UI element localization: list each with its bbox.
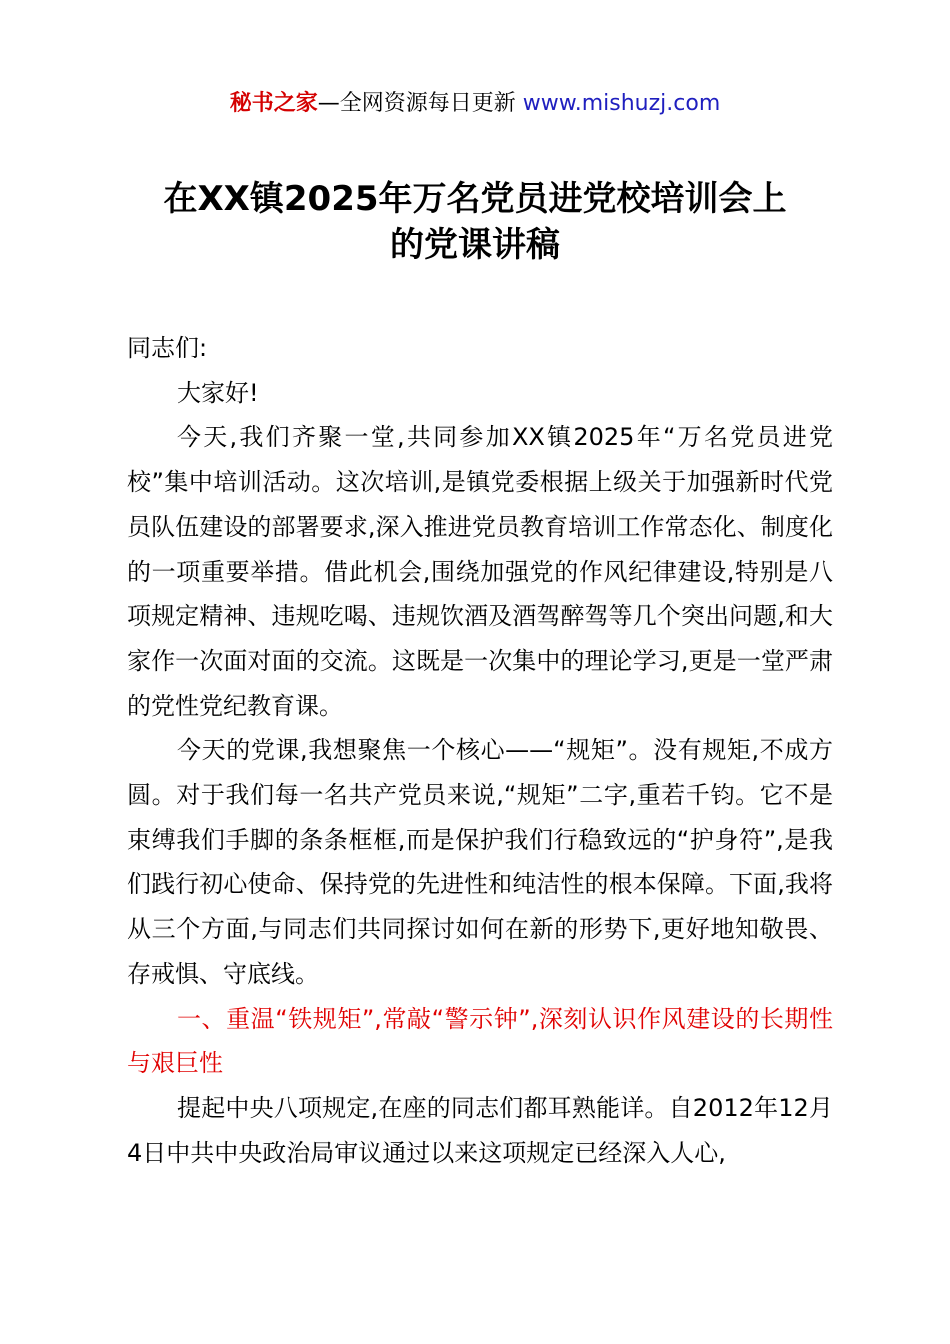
title-line-2: 的党课讲稿 xyxy=(390,225,560,265)
paragraph-intro: 今天,我们齐聚一堂,共同参加XX镇2025年“万名党员进党校”集中培训活动。这次培训,是镇党委根据上级关于加强新时代党员队伍建设的部署要求,深入推进党员教育培训工作常态化、制度化的一项重要举措。借此机会,围绕加强党的作风纪律建设,特别是八项规定精神、违规吃喝、违规饮酒及酒驾醉驾等几个突出问题,和大家作一次面对面的交流。这既是一次集中的理论学习,更是一堂严肃的党性党纪教育课。 xyxy=(127,423,833,720)
paragraph-eight-rules: 提起中央八项规定,在座的同志们都耳熟能详。自2012年12月4日中共中央政治局审议通过以来这项规定已经深入人心, xyxy=(127,1093,833,1167)
paragraph-rules: 今天的党课,我想聚焦一个核心——“规矩”。没有规矩,不成方圆。对于我们每一名共产党员来说,“规矩”二字,重若千钧。它不是束缚我们手脚的条条框框,而是保护我们行稳致远的“护身符”,是我们践行初心使命、保持党的先进性和纯洁性的根本保障。下面,我将从三个方面,与同志们共同探讨如何在新的形势下,更好地知敬畏、存戒惧、守底线。 xyxy=(127,736,833,988)
salutation: 同志们: xyxy=(127,334,208,362)
site-header xyxy=(0,88,950,120)
document-title xyxy=(60,176,890,268)
section-heading-1: 一、重温“铁规矩”,常敲“警示钟”,深刻认识作风建设的长期性与艰巨性 xyxy=(127,1004,833,1078)
greeting: 大家好! xyxy=(177,378,259,407)
site-brand: 秘书之家 xyxy=(229,91,318,116)
document-body xyxy=(127,326,833,1175)
title-line-1: 在XX镇2025年万名党员进党校培训会上 xyxy=(163,179,787,219)
site-url-link[interactable]: www.mishuzj.com xyxy=(522,91,721,116)
site-slogan: —全网资源每日更新 xyxy=(317,91,523,116)
